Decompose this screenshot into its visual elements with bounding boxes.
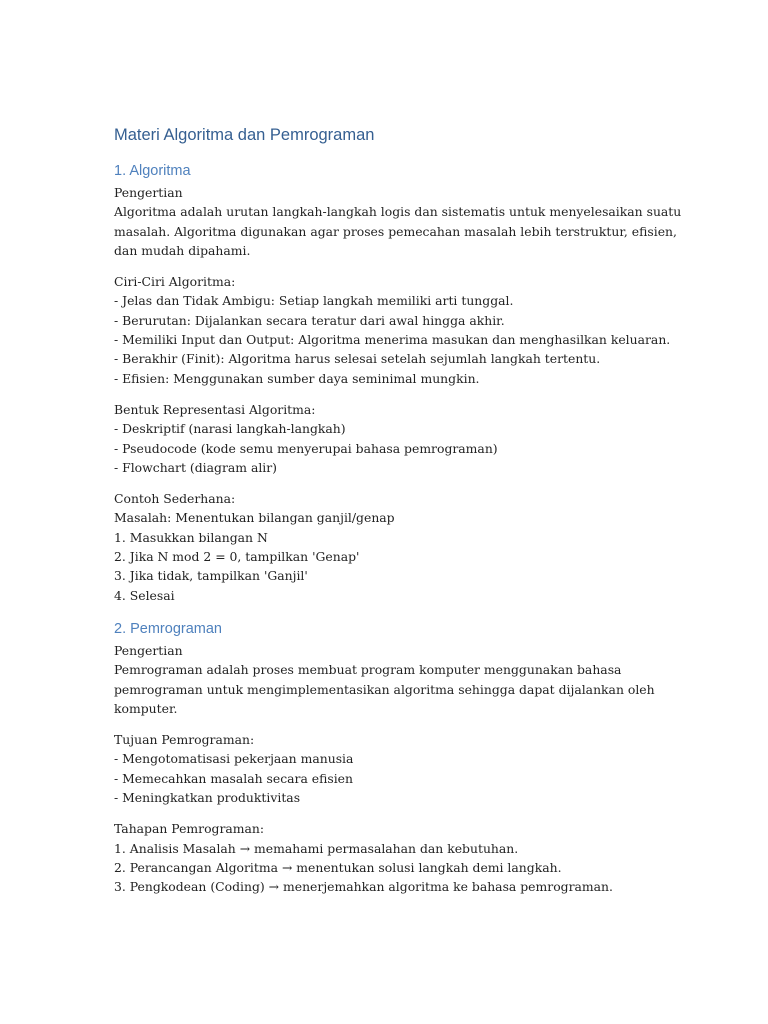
pengertian-label: Pengertian: [114, 642, 183, 658]
paragraph-line: komputer.: [114, 700, 178, 716]
section-algoritma: [114, 161, 682, 605]
list-item: 3. Jika tidak, tampilkan 'Ganjil': [114, 568, 308, 584]
document-title: Materi Algoritma dan Pemrograman: [114, 126, 375, 144]
list-item: 2. Perancangan Algoritma → menentukan solusi langkah demi langkah.: [114, 859, 562, 875]
list-item: 1. Analisis Masalah → memahami permasalahan dan kebutuhan.: [114, 840, 519, 856]
paragraph-line: masalah. Algoritma digunakan agar proses pemecahan masalah lebih terstruktur, efisien,: [114, 223, 677, 239]
pengertian-paragraph: [114, 660, 674, 718]
bentuk-list: [114, 400, 674, 477]
list-item: Masalah: Menentukan bilangan ganjil/genap: [114, 510, 395, 526]
list-item: - Berakhir (Finit): Algoritma harus selesai setelah sejumlah langkah tertentu.: [114, 351, 601, 367]
contoh-list: [114, 489, 674, 605]
list-item: - Memecahkan masalah secara efisien: [114, 770, 353, 786]
list-label: Ciri-Ciri Algoritma:: [114, 274, 236, 290]
list-item: - Pseudocode (kode semu menyerupai bahasa pemrograman): [114, 440, 498, 456]
paragraph-line: pemrograman untuk mengimplementasikan algoritma sehingga dapat dijalankan oleh: [114, 681, 655, 697]
list-label: Tujuan Pemrograman:: [114, 732, 255, 748]
section-heading-algoritma: 1. Algoritma: [114, 163, 191, 179]
list-item: 4. Selesai: [114, 587, 175, 603]
list-item: 1. Masukkan bilangan N: [114, 529, 268, 545]
list-label: Contoh Sederhana:: [114, 491, 236, 507]
tahapan-list: [114, 819, 674, 896]
list-item: - Meningkatkan produktivitas: [114, 790, 301, 806]
list-item: - Mengotomatisasi pekerjaan manusia: [114, 751, 354, 767]
ciri-list: [114, 272, 674, 388]
list-item: 2. Jika N mod 2 = 0, tampilkan 'Genap': [114, 549, 360, 565]
list-item: - Efisien: Menggunakan sumber daya seminimal mungkin.: [114, 370, 480, 386]
paragraph-line: Algoritma adalah urutan langkah-langkah logis dan sistematis untuk menyelesaikan suatu: [114, 204, 682, 220]
list-item: - Deskriptif (narasi langkah-langkah): [114, 421, 346, 437]
pengertian-label: Pengertian: [114, 185, 183, 200]
section-pemrograman: [114, 619, 674, 897]
paragraph-line: Pemrograman adalah proses membuat program komputer menggunakan bahasa: [114, 662, 622, 678]
list-item: - Flowchart (diagram alir): [114, 459, 278, 475]
tujuan-list: [114, 730, 674, 807]
list-item: - Jelas dan Tidak Ambigu: Setiap langkah memiliki arti tunggal.: [114, 293, 514, 309]
document-page: [114, 124, 682, 897]
list-label: Bentuk Representasi Algoritma:: [114, 401, 316, 417]
list-item: - Memiliki Input dan Output: Algoritma menerima masukan dan menghasilkan keluaran.: [114, 332, 671, 348]
section-heading-pemrograman: 2. Pemrograman: [114, 620, 222, 637]
list-item: - Berurutan: Dijalankan secara teratur dari awal hingga akhir.: [114, 312, 505, 328]
list-item: 3. Pengkodean (Coding) → menerjemahkan algoritma ke bahasa pemrograman.: [114, 879, 613, 895]
paragraph-line: dan mudah dipahami.: [114, 242, 251, 258]
list-label: Tahapan Pemrograman:: [114, 821, 265, 837]
pengertian-paragraph: [114, 202, 682, 260]
